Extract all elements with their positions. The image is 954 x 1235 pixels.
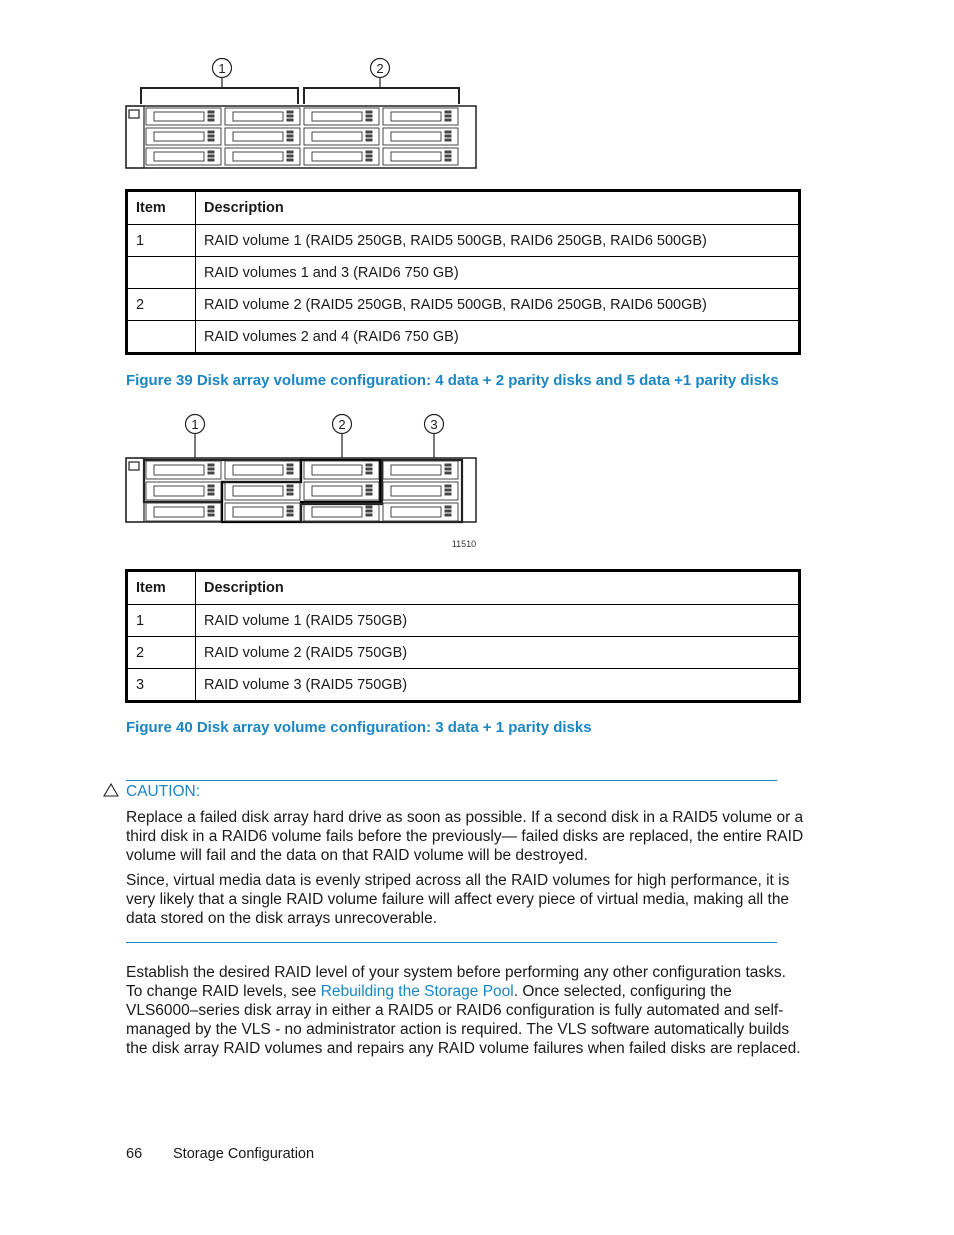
description-cell: RAID volume 2 (RAID5 250GB, RAID5 500GB, RAID6 250GB, RAID6 500GB) bbox=[196, 289, 800, 321]
drive-bay bbox=[304, 461, 379, 479]
table-header-row bbox=[127, 571, 800, 605]
caution-bottom-rule bbox=[126, 942, 777, 943]
drive-bay bbox=[304, 128, 379, 145]
caution-paragraph-2: Since, virtual media data is evenly striped across all the RAID volumes for high performance, it is very likely that a single RAID volume failure will affect every piece of virtual media, making all the data stored on the disk arrays unrecoverable. bbox=[126, 872, 790, 927]
table-row bbox=[127, 289, 800, 321]
drive-bay bbox=[225, 503, 300, 521]
drive-bay bbox=[225, 128, 300, 145]
drive-bay bbox=[383, 148, 458, 165]
drive-bay bbox=[146, 503, 221, 521]
figure-39-caption: Figure 39 Disk array volume configuration: 4 data + 2 parity disks and 5 data +1 parity disks bbox=[126, 372, 779, 389]
table-row bbox=[127, 321, 800, 354]
drive-bay bbox=[225, 108, 300, 125]
figure-image-id: 11510 bbox=[451, 539, 477, 549]
drive-bay bbox=[304, 482, 379, 500]
drive-bay bbox=[146, 128, 221, 145]
table-header-row bbox=[127, 191, 800, 225]
drive-bay bbox=[304, 148, 379, 165]
table-row bbox=[127, 637, 800, 669]
drive-bay bbox=[146, 148, 221, 165]
drive-bay bbox=[146, 461, 221, 479]
figure-40-caption: Figure 40 Disk array volume configuration: 3 data + 1 parity disks bbox=[126, 719, 592, 736]
item-cell bbox=[127, 321, 196, 354]
drive-bay bbox=[225, 482, 300, 500]
header-item: Item bbox=[127, 191, 196, 225]
table-row bbox=[127, 669, 800, 702]
item-cell bbox=[127, 257, 196, 289]
rebuilding-storage-pool-link[interactable]: Rebuilding the Storage Pool bbox=[320, 983, 514, 1000]
description-cell: RAID volume 1 (RAID5 750GB) bbox=[196, 605, 800, 637]
header-description: Description bbox=[196, 191, 800, 225]
table-row bbox=[127, 225, 800, 257]
drive-bay bbox=[304, 503, 379, 521]
drive-bay bbox=[146, 482, 221, 500]
header-description: Description bbox=[196, 571, 800, 605]
description-cell: RAID volumes 1 and 3 (RAID6 750 GB) bbox=[196, 257, 800, 289]
body-text-end: . Once selected, configuring the VLS6000–series disk array in either a RAID5 or RAID6 configuration is fully automated and self-managed by the VLS - no administrator action is required. The VLS software automatically builds the disk array RAID volumes and repairs any RAID volume failures when failed disks are replaced. bbox=[126, 983, 801, 1057]
description-cell: RAID volume 1 (RAID5 250GB, RAID5 500GB, RAID6 250GB, RAID6 500GB) bbox=[196, 225, 800, 257]
description-table-1 bbox=[125, 189, 801, 355]
disk-array-diagram-1 bbox=[120, 52, 485, 174]
drive-bay bbox=[304, 108, 379, 125]
item-cell: 1 bbox=[127, 605, 196, 637]
callout-3: 3 bbox=[430, 417, 438, 432]
item-cell: 2 bbox=[127, 289, 196, 321]
caution-label: CAUTION: bbox=[126, 783, 201, 800]
item-cell: 3 bbox=[127, 669, 196, 702]
item-cell: 2 bbox=[127, 637, 196, 669]
drive-bay bbox=[146, 108, 221, 125]
drive-bay bbox=[383, 128, 458, 145]
callout-1: 1 bbox=[218, 61, 226, 76]
description-cell: RAID volumes 2 and 4 (RAID6 750 GB) bbox=[196, 321, 800, 354]
body-paragraph bbox=[126, 963, 802, 1058]
callout-2: 2 bbox=[338, 417, 346, 432]
header-item: Item bbox=[127, 571, 196, 605]
description-table-2 bbox=[125, 569, 801, 703]
footer-section-title: Storage Configuration bbox=[173, 1146, 315, 1162]
table-row bbox=[127, 257, 800, 289]
description-cell: RAID volume 3 (RAID5 750GB) bbox=[196, 669, 800, 702]
description-cell: RAID volume 2 (RAID5 750GB) bbox=[196, 637, 800, 669]
drive-bay bbox=[225, 148, 300, 165]
drive-bay bbox=[383, 108, 458, 125]
caution-top-rule bbox=[126, 780, 777, 781]
callout-1: 1 bbox=[191, 417, 199, 432]
warning-triangle-icon bbox=[103, 783, 119, 797]
page-number: 66 bbox=[126, 1146, 143, 1162]
drive-bay bbox=[383, 482, 458, 500]
caution-paragraph-1: Replace a failed disk array hard drive as soon as possible. If a second disk in a RAID5 volume or a third disk in a RAID6 volume fails before the previously— failed disks are replaced, the entire RAID volume will fail and the data on that RAID volume will be destroyed. bbox=[126, 809, 804, 864]
disk-array-diagram-2 bbox=[120, 408, 485, 554]
body-text-start: Establish the desired RAID level of your system before performing any other configuration tasks. To change RAID levels, see bbox=[126, 964, 786, 1000]
callout-2: 2 bbox=[376, 61, 384, 76]
item-cell: 1 bbox=[127, 225, 196, 257]
drive-bay bbox=[383, 503, 458, 521]
drive-bay bbox=[383, 461, 458, 479]
drive-bay bbox=[225, 461, 300, 479]
table-row bbox=[127, 605, 800, 637]
